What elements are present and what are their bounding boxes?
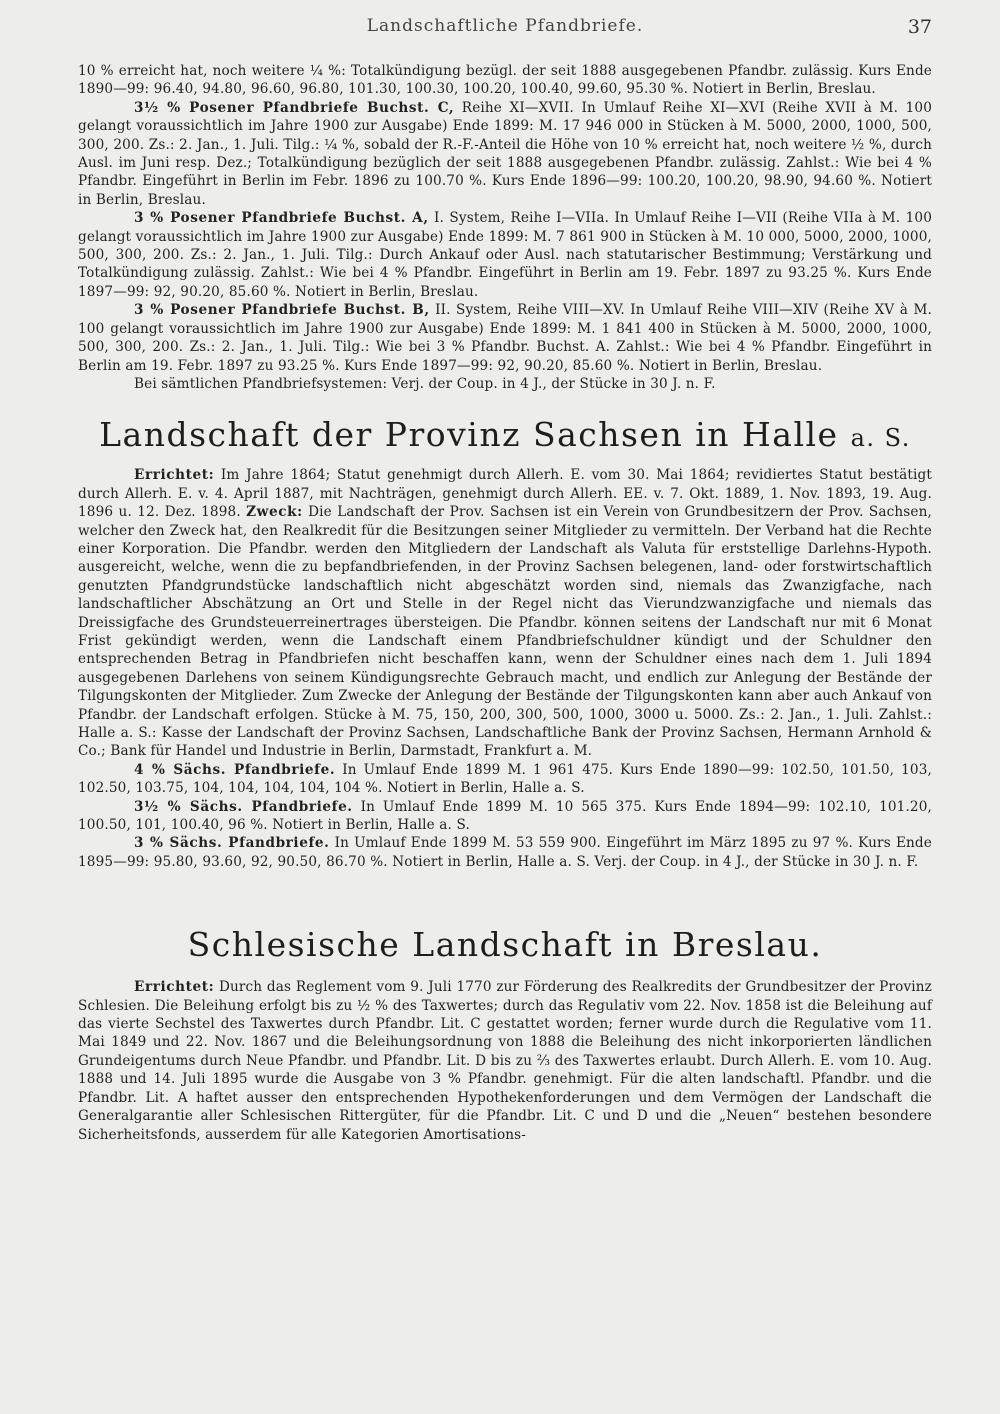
section-heading-schlesien: Schlesische Landschaft in Breslau. [187,925,823,965]
entry-lead: 3½ % Posener Pfandbriefe Buchst. C, [134,99,455,116]
entry-text: Im Jahre 1864; Statut genehmigt durch Allerh. E. vom 30. Mai 1864; revidiertes Statut bestätigt durch Allerh. E. v. 4. April 1887, mit Nachträgen, genehmigt durch Allerh. EE. v. 7. Okt. 1889, 1. Nov. 1893, 19. Aug. 1896 u. 12. Dez. 1898. [78,467,932,521]
entry-text: II. System, Reihe VIII—XV. In Umlauf Reihe VIII—XIV (Reihe XV à M. 100 gelangt voraussichtlich im Jahre 1900 zur Ausgabe) Ende 1899: M. 1 841 400 in Stücken à M. 5000, 2000, 1000, 500, 300, 200. Zs.: 2. Jan., 1. Juli. Tilg.: Wie bei 3 % Pfandbr. Buchst. A. Zahlst.: Wie bei 4 % Pfandbr. Eingeführt in Berlin am 19. Febr. 1897 zu 93.25 %. Kurs Ende 1897—99: 92, 90.20, 85.60 %. Notiert in Berlin, Breslau. [78,302,932,374]
entry-lead: Errichtet: [134,467,215,484]
entry-lead: 3 % Sächs. Pfandbriefe. [134,835,330,852]
section-schlesien [78,978,932,1144]
heading-main: Landschaft der Provinz Sachsen in Halle [99,415,839,455]
paragraph [78,99,932,209]
paragraph [78,834,932,871]
section-sachsen [78,466,932,871]
paragraph [78,301,932,375]
section-heading-sachsen [78,415,932,454]
paragraph: Bei sämtlichen Pfandbriefsystemen: Verj. der Coup. in 4 J., der Stücke in 30 J. n. F. [134,375,716,392]
entry-text: Die Landschaft der Prov. Sachsen ist ein Verein von Grundbesitzern der Prov. Sachsen, welcher den Zweck hat, den Realkredit für die Besitzungen seiner Mitglieder zu vermitteln. Der Verband hat die Rechte einer Korporation. Die Pfandbr. werden den Mitgliedern der Landschaft als Valuta für erststellige Darlehns-Hypoth. ausgereicht, welche, wenn die zu bepfandbriefenden, in der Provinz Sachsen belegenen, land- oder forstwirtschaftlich genutzten Pfandgrundstücke landschaftlich nicht abgeschätzt worden sind, niemals das Zwanzigfache, nach landschaftlicher Abschätzung an Ort und Stelle in der Regel nicht das Vierundzwanzigfache und niemals das Dreissigfache des Grundsteuerreinertrages übersteigen. Die Pfandbr. können seitens der Landschaft nur mit 6 Monat Frist gekündigt werden, wenn die Landschaft einem Pfandbriefschuldner kündigt und der Schuldner den entsprechenden Betrag in Pfandbriefen nicht beschaffen kann, wenn der Schuldner eines nach dem 1. Juli 1894 ausgegebenen Darlehens von seinem Kündigungsrechte Gebrauch macht, und endlich zur Anlegung der Bestände der Tilgungskonten der Mitglieder. Zum Zwecke der Anlegung der Bestände der Tilgungskonten kann aber auch Ankauf von Pfandbr. der Landschaft erfolgen. Stücke à M. 75, 150, 200, 300, 500, 1000, 3000 u. 5000. Zs.: 2. Jan., 1. Juli. Zahlst.: Halle a. S.: Kasse der Landschaft der Provinz Sachsen, Landschaftliche Bank der Provinz Sachsen, Hermann Arnhold & Co.; Bank für Handel und Industrie in Berlin, Darmstadt, Frankfurt a. M. [78,504,932,760]
entry-lead: Errichtet: [134,979,215,996]
entry-text: In Umlauf Ende 1899 M. 53 559 900. Eingeführt im März 1895 zu 97 %. Kurs Ende 1895—99: 95.80, 93.60, 92, 90.50, 86.70 %. Notiert in Berlin, Halle a. S. Verj. der Coup. in 4 J., der Stücke in 30 J. n. F. [78,835,932,870]
entry-text: In Umlauf Ende 1899 M. 1 961 475. Kurs Ende 1890—99: 102.50, 101.50, 103, 102.50, 103.75, 104, 104, 104, 104, 104 %. Notiert in Berlin, Halle a. S. [78,761,932,797]
paragraph: 10 % erreicht hat, noch weitere ¼ %: Totalkündigung bezügl. der seit 1888 ausgegebenen Pfandbr. zulässig. Kurs Ende 1890—99: 96.40, 94.80, 96.60, 96.80, 101.30, 100.30, 100.20, 100.40, 99.60, 95.30 %. Notiert in Berlin, Breslau. [78,63,932,98]
paragraph [78,798,932,835]
running-title: Landschaftliche Pfandbriefe. [366,16,644,36]
page-header [78,16,932,42]
entry-text: Durch das Reglement vom 9. Juli 1770 zur Förderung des Realkredits der Grundbesitzer der Provinz Schlesien. Die Beleihung erfolgt bis zu ½ % des Taxwertes; durch das Regulativ vom 22. Nov. 1858 ist die Beleihung auf das vierte Sechstel des Taxwertes durch Pfandbr. Lit. C gestattet worden; ferner wurde durch die Regulative vom 11. Mai 1849 und 22. Nov. 1867 und die Beleihungsordnung von 1888 die Beleihung des nicht inkorporierten ländlichen Grundeigentums durch Neue Pfandbr. und Pfandbr. Lit. D bis zu ⅔ des Taxwertes erlaubt. Durch Allerh. E. vom 10. Aug. 1888 und 14. Juli 1895 wurde die Ausgabe von 3 % Pfandbr. genehmigt. Für die alten landschaftl. Pfandbr. und die Pfandbr. Lit. A haftet ausser den entsprechenden Hypothekenforderungen und dem Vermögen der Landschaft die Generalgarantie aller Schlesischen Rittergüter, für die Pfandbr. Lit. C und D und die „Neuen“ bestehen besondere Sicherheitsfonds, ausserdem für alle Kategorien Amortisations- [78,979,932,1143]
paragraph [78,466,932,761]
paragraph [78,761,932,798]
entry-text: Reihe XI—XVII. In Umlauf Reihe XI—XVI (Reihe XVII à M. 100 gelangt voraussichtlich im Jahre 1900 zur Ausgabe) Ende 1899: M. 17 946 000 in Stücken à M. 5000, 2000, 1000, 500, 300, 200. Zs.: 2. Jan., 1. Juli. Tilg.: ¼ %, sobald der R.-F.-Anteil die Höhe von 10 % erreicht hat, noch weitere ½ %, durch Ausl. im Juni resp. Dez.; Totalkündigung bezüglich der seit 1888 ausgegebenen Pfandbr. zulässig. Zahlst.: Wie bei 4 % Pfandbr. Eingeführt in Berlin im Febr. 1896 zu 100.70 %. Kurs Ende 1896—99: 100.20, 100.20, 98.90, 94.60 %. Notiert in Berlin, Breslau. [78,99,932,208]
posen-continuation [78,62,932,393]
entry-lead: Zweck: [246,504,303,521]
heading-suffix: a. S. [850,424,911,453]
spacer [78,871,932,899]
entry-lead: 3½ % Sächs. Pfandbriefe. [134,798,353,815]
page-number: 37 [907,16,932,38]
entry-lead: 3 % Posener Pfandbriefe Buchst. A, [134,210,429,227]
paragraph [78,209,932,301]
entry-lead: 3 % Posener Pfandbriefe Buchst. B, [134,302,430,319]
entry-text: I. System, Reihe I—VIIa. In Umlauf Reihe I—VII (Reihe VIIa à M. 100 gelangt voraussichtlich im Jahre 1900 zur Ausgabe) Ende 1899: M. 7 861 900 in Stücken à M. 10 000, 5000, 2000, 1000, 500, 300, 200. Zs.: 2. Jan., 1. Juli. Tilg.: Durch Ankauf oder Ausl. nach statutarischer Bestimmung; Verstärkung und Totalkündigung zulässig. Zahlst.: Wie bei 4 % Pfandbr. Eingeführt in Berlin am 19. Febr. 1897 zu 93.25 %. Kurs Ende 1897—99: 92, 90.20, 85.60 %. Notiert in Berlin, Breslau. [78,210,933,300]
page-content [78,62,932,1144]
paragraph [78,978,932,1144]
entry-lead: 4 % Sächs. Pfandbriefe. [134,761,336,778]
entry-text: In Umlauf Ende 1899 M. 10 565 375. Kurs Ende 1894—99: 102.10, 101.20, 100.50, 101, 100.40, 96 %. Notiert in Berlin, Halle a. S. [78,798,932,834]
